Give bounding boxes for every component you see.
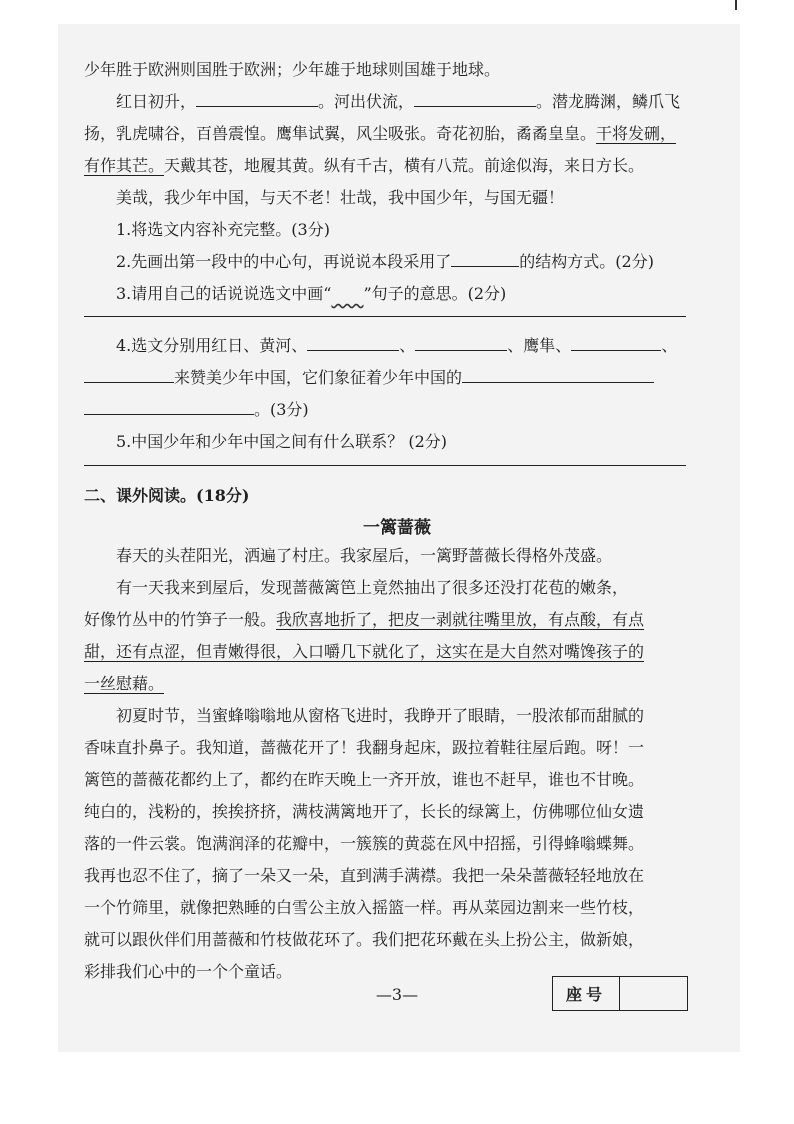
underlined-text: 甜，还有点涩，但青嫩得很，入口嚼几下就化了，这实在是大自然对嘴馋孩子的 <box>84 642 645 661</box>
wavy-mark <box>331 284 363 303</box>
reading-title: 一篱蔷薇 <box>363 518 431 538</box>
reading-line-8 <box>84 768 694 792</box>
reading-line-5 <box>84 672 694 696</box>
seat-label: 座号 <box>553 977 620 1010</box>
fill-blank-q4-6[interactable] <box>84 398 254 415</box>
text: 、 <box>399 336 416 355</box>
passage-line-3 <box>84 122 694 146</box>
question-2 <box>116 250 696 274</box>
underlined-text: 一丝慰藉。 <box>84 674 165 693</box>
text: 、 <box>661 336 678 355</box>
text: 纯白的，浅粉的，挨挨挤挤，满枝满篱地开了，长长的绿篱上，仿佛哪位仙女遗 <box>84 802 645 821</box>
text: 3.请用自己的话说说选文中画“ <box>116 284 332 303</box>
underlined-text: 干将发硎， <box>596 124 677 143</box>
question-1 <box>116 218 696 242</box>
text: 我再也忍不住了，摘了一朵又一朵，直到满手满襟。我把一朵朵蔷薇轻轻地放在 <box>84 866 645 885</box>
fill-blank-q4-4[interactable] <box>84 366 174 383</box>
answer-line-q5[interactable] <box>84 465 686 466</box>
reading-line-10 <box>84 832 694 856</box>
underlined-text: 有作其芒。 <box>84 156 165 175</box>
passage-line-2 <box>116 90 696 114</box>
question-4-line-1 <box>116 334 696 358</box>
passage-line-4 <box>84 154 694 178</box>
text: 就可以跟伙伴们用蔷薇和竹枝做花环了。我们把花环戴在头上扮公主，做新娘， <box>84 930 645 949</box>
text: 少年胜于欧洲则国胜于欧洲；少年雄于地球则国雄于地球。 <box>84 60 501 79</box>
text: 扬，乳虎啸谷，百兽震惶。鹰隼试翼，风尘吸张。奇花初胎，矞矞皇皇。 <box>84 124 597 143</box>
text: 来赞美少年中国，它们象征着少年中国的 <box>174 368 463 387</box>
question-4-line-3 <box>84 398 694 422</box>
text: 好像竹丛中的竹笋子一般。 <box>84 610 277 629</box>
text: 、鹰隼、 <box>507 336 572 355</box>
text: 天戴其苍，地履其黄。纵有千古，横有八荒。前途似海，来日方长。 <box>164 156 645 175</box>
text: 4.选文分别用红日、黄河、 <box>116 336 308 355</box>
passage-line-1 <box>84 58 694 82</box>
text: 篱笆的蔷薇花都约上了，都约在昨天晚上一齐开放，谁也不赶早，谁也不甘晚。 <box>84 770 645 789</box>
fill-blank-q4-3[interactable] <box>571 334 661 351</box>
text: 1.将选文内容补充完整。(3分) <box>116 220 330 239</box>
text: ”句子的意思。(2分) <box>363 284 507 303</box>
fill-blank-q4-1[interactable] <box>307 334 399 351</box>
page-number: —3— <box>375 985 419 1004</box>
reading-line-11 <box>84 864 694 888</box>
text: 落的一件云裳。饱满润泽的花瓣中，一簇簇的黄蕊在风中招摇，引得蜂嗡蝶舞。 <box>84 834 645 853</box>
text: 一个竹筛里，就像把熟睡的白雪公主放入摇篮一样。再从菜园边割来一些竹枝， <box>84 898 645 917</box>
text: 二、课外阅读。(18分) <box>84 486 250 505</box>
question-3 <box>116 282 696 306</box>
reading-line-6 <box>116 704 696 728</box>
text: 。(3分) <box>254 400 309 419</box>
text: 初夏时节，当蜜蜂嗡嗡地从窗格飞进时，我睁开了眼睛，一股浓郁而甜腻的 <box>116 706 645 725</box>
question-5 <box>116 430 696 454</box>
text: 。潜龙腾渊，鳞爪飞 <box>536 92 681 111</box>
answer-line-q3[interactable] <box>84 316 686 317</box>
fill-blank-1[interactable] <box>196 90 318 107</box>
reading-line-3 <box>84 608 694 632</box>
seat-number-box <box>552 976 688 1011</box>
fill-blank-q4-2[interactable] <box>415 334 507 351</box>
reading-line-9 <box>84 800 694 824</box>
reading-line-2 <box>116 576 696 600</box>
reading-line-1 <box>116 544 696 568</box>
fill-blank-q2[interactable] <box>451 250 519 267</box>
underlined-text: 我欣喜地折了，把皮一剥就往嘴里放，有点酸，有点 <box>276 610 645 629</box>
reading-line-13 <box>84 928 694 952</box>
text: 2.先画出第一段中的中心句，再说说本段采用了 <box>116 252 452 271</box>
reading-line-7 <box>84 736 694 760</box>
text: 美哉，我少年中国，与天不老！壮哉，我中国少年，与国无疆！ <box>116 188 565 207</box>
section-2-heading <box>84 484 694 508</box>
text: 红日初升， <box>116 92 197 111</box>
fill-blank-q4-5[interactable] <box>462 366 654 383</box>
text: 。河出伏流， <box>318 92 415 111</box>
text: 5.中国少年和少年中国之间有什么联系？ (2分) <box>116 432 448 451</box>
text: 有一天我来到屋后，发现蔷薇篱笆上竟然抽出了很多还没打花苞的嫩条， <box>116 578 629 597</box>
text: 春天的头茬阳光，洒遍了村庄。我家屋后，一篱野蔷薇长得格外茂盛。 <box>116 546 613 565</box>
fill-blank-2[interactable] <box>414 90 536 107</box>
text: 香味直扑鼻子。我知道，蔷薇花开了！我翻身起床，趿拉着鞋往屋后跑。呀！一 <box>84 738 645 757</box>
question-4-line-2 <box>84 366 694 390</box>
reading-line-12 <box>84 896 694 920</box>
text: 的结构方式。(2分) <box>519 252 654 271</box>
seat-number-field[interactable] <box>620 977 687 1010</box>
text: 彩排我们心中的一个个童话。 <box>84 962 293 981</box>
passage-line-5 <box>116 186 696 210</box>
reading-line-4 <box>84 640 694 664</box>
